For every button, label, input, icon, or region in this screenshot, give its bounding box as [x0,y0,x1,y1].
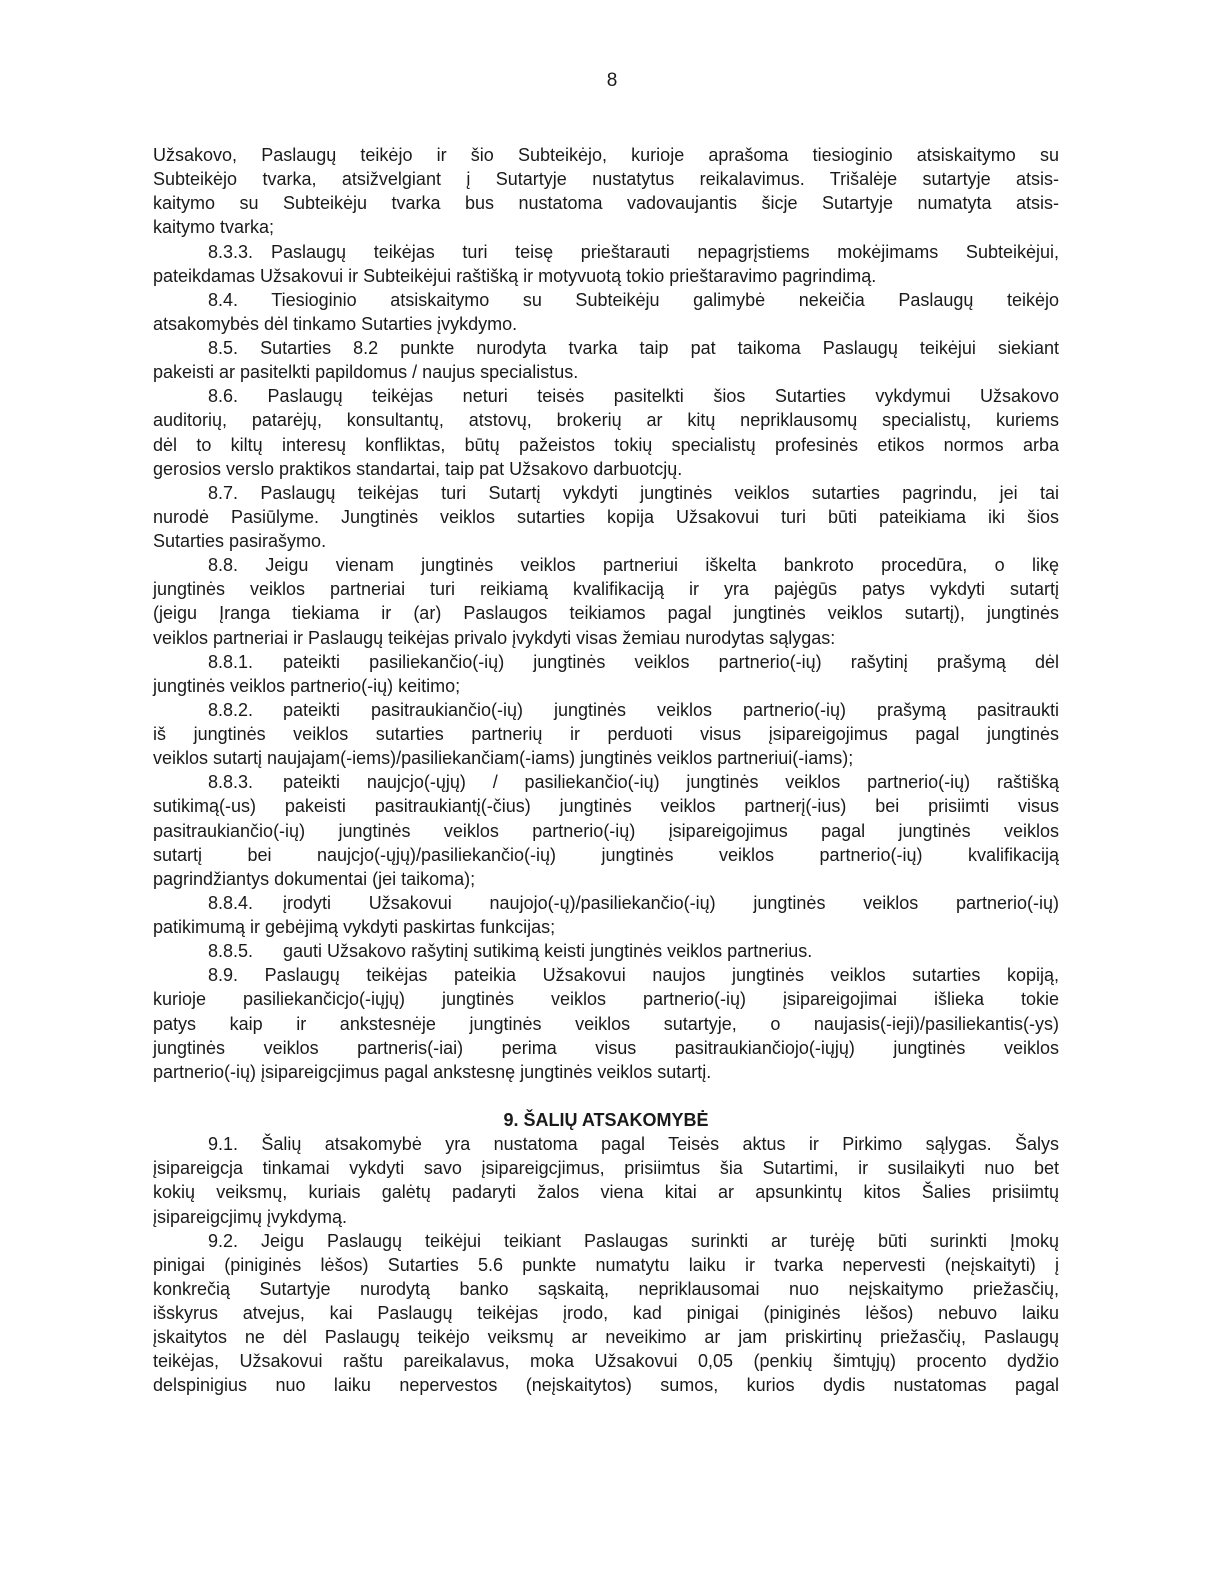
paragraph [153,553,1059,650]
clause-number: 8.8.5. [208,941,254,962]
paragraph [153,650,1059,698]
line-text: 8.7. Paslaugų teikėjas turi Sutartį vykdyti jungtinės veiklos sutarties pagrindu, jei tai [208,482,1059,503]
paragraph [153,1229,1059,1398]
text-line [153,1012,1059,1036]
paragraph [153,891,1059,939]
line-text: konkrečią Sutartyje nurodytą banko sąskaitą, nepriklausomai nuo neįskaitymo priežasčių, [153,1278,1059,1299]
line-text: gauti Užsakovo rašytinį sutikimą keisti jungtinės veiklos partnerius. [283,941,813,962]
text-line [153,867,1059,891]
line-text: pagrindžiantys dokumentai (jei taikoma); [153,868,476,889]
text-line [153,167,1059,191]
line-text: Užsakovo, Paslaugų teikėjo ir šio Subteikėjo, kurioje aprašoma tiesioginio atsiskaitymo su [153,145,1059,165]
line-text: sutartį bei naujcjo(-ųjų)/pasiliekančio(-ių) jungtinės veiklos partnerio(-ių) kvalifikaciją [153,844,1059,865]
paragraph [153,963,1059,1084]
paragraph [153,336,1059,384]
paragraph [153,1132,1059,1229]
text-line [153,1229,1059,1253]
line-text: įsipareigcjimų įvykdymą. [153,1206,348,1227]
text-line [153,1060,1059,1084]
line-text: auditorių, patarėjų, konsultantų, atstovų, brokerių ar kitų nepriklausomų specialistų, kuriems [153,410,1059,431]
line-text: pasitraukiančio(-ių) jungtinės veiklos partnerio(-ių) įsipareigojimus pagal jungtinės veiklos [153,820,1059,841]
text-line [153,1301,1059,1325]
line-text: delspinigius nuo laiku nepervestos (neįskaitytos) sumos, kurios dydis nustatomas pagal [153,1375,1059,1396]
line-text: 8.8. Jeigu vienam jungtinės veiklos partneriui iškelta bankroto procedūra, o likę [208,555,1059,576]
text-line [153,819,1059,843]
text-line [153,1277,1059,1301]
text-line [153,457,1059,481]
line-text: veiklos sutartį naujajam(-iems)/pasiliekančiam(-iams) jungtinės veiklos partneriui(-iams); [153,748,854,769]
text-line [153,360,1059,384]
clause-number: 8.8.1. [208,651,254,672]
text-line [153,939,1059,963]
line-text: kaitymo su Subteikėju tvarka bus nustatoma vadovaujantis šicje Sutartyje numatyta atsis- [153,193,1059,214]
clause-number: 8.8.4. [208,892,254,913]
text-line [153,481,1059,505]
text-line [153,288,1059,312]
text-line [153,1325,1059,1349]
line-text: partnerio(-ių) įsipareigcjimus pagal ankstesnę jungtinės veiklos sutartį. [153,1061,712,1082]
text-line [153,1253,1059,1277]
text-line [153,794,1059,818]
line-text: 8.9. Paslaugų teikėjas pateikia Užsakovui naujos jungtinės veiklos sutarties kopiją, [208,965,1059,986]
text-line [153,577,1059,601]
clause-number: 8.8.2. [208,699,254,720]
text-line [153,553,1059,577]
line-text: pinigai (piniginės lėšos) Sutarties 5.6 punkte numatytu laiku ir tvarka nepervesti (neįskaityti) į [153,1254,1059,1275]
document-body [153,143,1059,1398]
text-line [153,626,1059,650]
text-line [153,505,1059,529]
line-text: 8.4. Tiesioginio atsiskaitymo su Subteikėju galimybė nekeičia Paslaugų teikėjo [208,289,1059,310]
text-line [153,770,1059,794]
line-text: jungtinės veiklos partneriai turi reikiamą kvalifikaciją ir yra pajėgūs patys vykdyti sutartį [153,579,1059,600]
text-line [153,915,1059,939]
text-line [153,433,1059,457]
line-text: teikėjas, Užsakovui raštu pareikalavus, moka Užsakovui 0,05 (penkių šimtųjų) procento dydžio [153,1351,1059,1372]
text-line [153,1349,1059,1373]
line-text: įskaitytos ne dėl Paslaugų teikėjo veiksmų ar neveikimo ar jam priskirtinų priežasčių, Paslaugų [153,1327,1059,1348]
line-text: dėl to kiltų interesų konfliktas, būtų pažeistos tokių specialistų profesinės etikos normos arba [153,434,1059,455]
paragraph [153,481,1059,553]
line-text: pateikti naujcjo(-ųjų) / pasiliekančio(-ių) jungtinės veiklos partnerio(-ių) raštišką [283,772,1059,793]
text-line [153,1156,1059,1180]
line-text: pateikti pasiliekančio(-ių) jungtinės veiklos partnerio(-ių) rašytinį prašymą dėl [283,651,1059,672]
text-line [153,336,1059,360]
line-text: 8.6. Paslaugų teikėjas neturi teisės pasitelkti šios Sutarties vykdymui Užsakovo [208,386,1059,407]
text-line [153,1373,1059,1397]
line-text: nurodė Pasiūlyme. Jungtinės veiklos sutarties kopija Užsakovui turi būti pateikiama iki šios [153,506,1059,527]
text-line [153,1036,1059,1060]
line-text: kaitymo tvarka; [153,217,275,238]
text-line [153,843,1059,867]
text-line [153,601,1059,625]
line-text: pakeisti ar pasitelkti papildomus / naujus specialistus. [153,362,579,383]
line-text: jungtinės veiklos partneris(-iai) perima visus pasitraukiančiojo(-iųjų) jungtinės veiklos [153,1037,1059,1058]
paragraph [153,698,1059,770]
text-line [153,1205,1059,1229]
paragraph [153,939,1059,963]
text-line [153,698,1059,722]
text-line [153,746,1059,770]
line-text: sutikimą(-us) pakeisti pasitraukiantį(-čius) jungtinės veiklos partnerį(-ius) bei prisiimti visus [153,796,1059,817]
clause-number: 8.3.3. [208,241,254,262]
paragraph [153,143,1059,240]
line-text: 8.5. Sutarties 8.2 punkte nurodyta tvarka taip pat taikoma Paslaugų teikėjui siekiant [208,338,1059,358]
line-text: (jeigu Įranga tiekiama ir (ar) Paslaugos teikiamos pagal jungtinės veiklos sutartį), jungtinės [153,603,1059,624]
page-number: 8 [606,70,618,91]
line-text: 9.2. Jeigu Paslaugų teikėjui teikiant Paslaugas surinkti ar turėję būti surinkti Įmokų [208,1230,1059,1251]
line-text: veiklos partneriai ir Paslaugų teikėjas privalo įvykdyti visas žemiau nurodytas sąlygas: [153,627,836,648]
paragraph [153,384,1059,481]
line-text: Sutarties pasirašymo. [153,531,327,551]
line-text: atsakomybės dėl tinkamo Sutarties įvykdymo. [153,313,518,334]
text-line [153,143,1059,167]
paragraph [153,770,1059,891]
text-line [153,408,1059,432]
text-line [153,674,1059,698]
text-line [153,264,1059,288]
line-text: Paslaugų teikėjas turi teisę prieštarauti nepagrįstiems mokėjimams Subteikėjui, [271,241,1059,262]
line-text: pateikti pasitraukiančio(-ių) jungtinės veiklos partnerio(-ių) prašymą pasitraukti [283,699,1059,720]
text-line [153,650,1059,674]
line-text: įrodyti Užsakovui naujojo(-ų)/pasiliekančio(-ių) jungtinės veiklos partnerio(-ių) [283,892,1059,913]
clause-number: 8.8.3. [208,772,254,793]
text-line [153,384,1059,408]
text-line [153,1180,1059,1204]
text-line [153,1132,1059,1156]
line-text: 9.1. Šalių atsakomybė yra nustatoma pagal Teisės aktus ir Pirkimo sąlygas. Šalys [208,1134,1059,1155]
text-line [153,191,1059,215]
line-text: pateikdamas Užsakovui ir Subteikėjui raštišką ir motyvuotą tokio prieštaravimo pagrindimą. [153,265,877,286]
line-text: patikimumą ir gebėjimą vykdyti paskirtas funkcijas; [153,917,556,937]
text-line [153,529,1059,553]
line-text: Subteikėjo tvarka, atsižvelgiant į Sutartyje nustatytus reikalavimus. Trišalėje sutartyje atsis- [153,169,1059,190]
line-text: iš jungtinės veiklos sutarties partnerių ir perduoti visus įsipareigojimus pagal jungtinės [153,724,1059,744]
line-text: kurioje pasiliekančicjo(-iųjų) jungtinės veiklos partnerio(-ių) įsipareigojimai išlieka tokie [153,989,1059,1010]
line-text: jungtinės veiklos partnerio(-ių) keitimo; [153,675,461,696]
paragraph [153,288,1059,336]
line-text: įsipareigcja tinkamai vykdyti savo įsipareigcjimus, prisiimtus šia Sutartimi, ir susilaikyti nuo bet [153,1158,1059,1179]
text-line [153,215,1059,239]
text-line [153,987,1059,1011]
section-heading: 9. ŠALIŲ ATSAKOMYBĖ [503,1110,709,1130]
paragraph [153,240,1059,288]
line-text: patys kaip ir ankstesnėje jungtinės veiklos sutartyje, o naujasis(-ieji)/pasiliekantis(-ys) [153,1013,1059,1034]
line-text: kokių veiksmų, kuriais galėtų padaryti žalos viena kitai ar apsunkintų kitos Šalies prisiimtų [153,1182,1059,1203]
text-line [153,722,1059,746]
line-text: gerosios verslo praktikos standartai, taip pat Užsakovo darbuotcjų. [153,458,683,479]
text-line [153,312,1059,336]
text-line [153,963,1059,987]
text-line [153,891,1059,915]
text-line [153,240,1059,264]
line-text: išskyrus atvejus, kai Paslaugų teikėjas įrodo, kad pinigai (piniginės lėšos) nebuvo laiku [153,1303,1059,1323]
